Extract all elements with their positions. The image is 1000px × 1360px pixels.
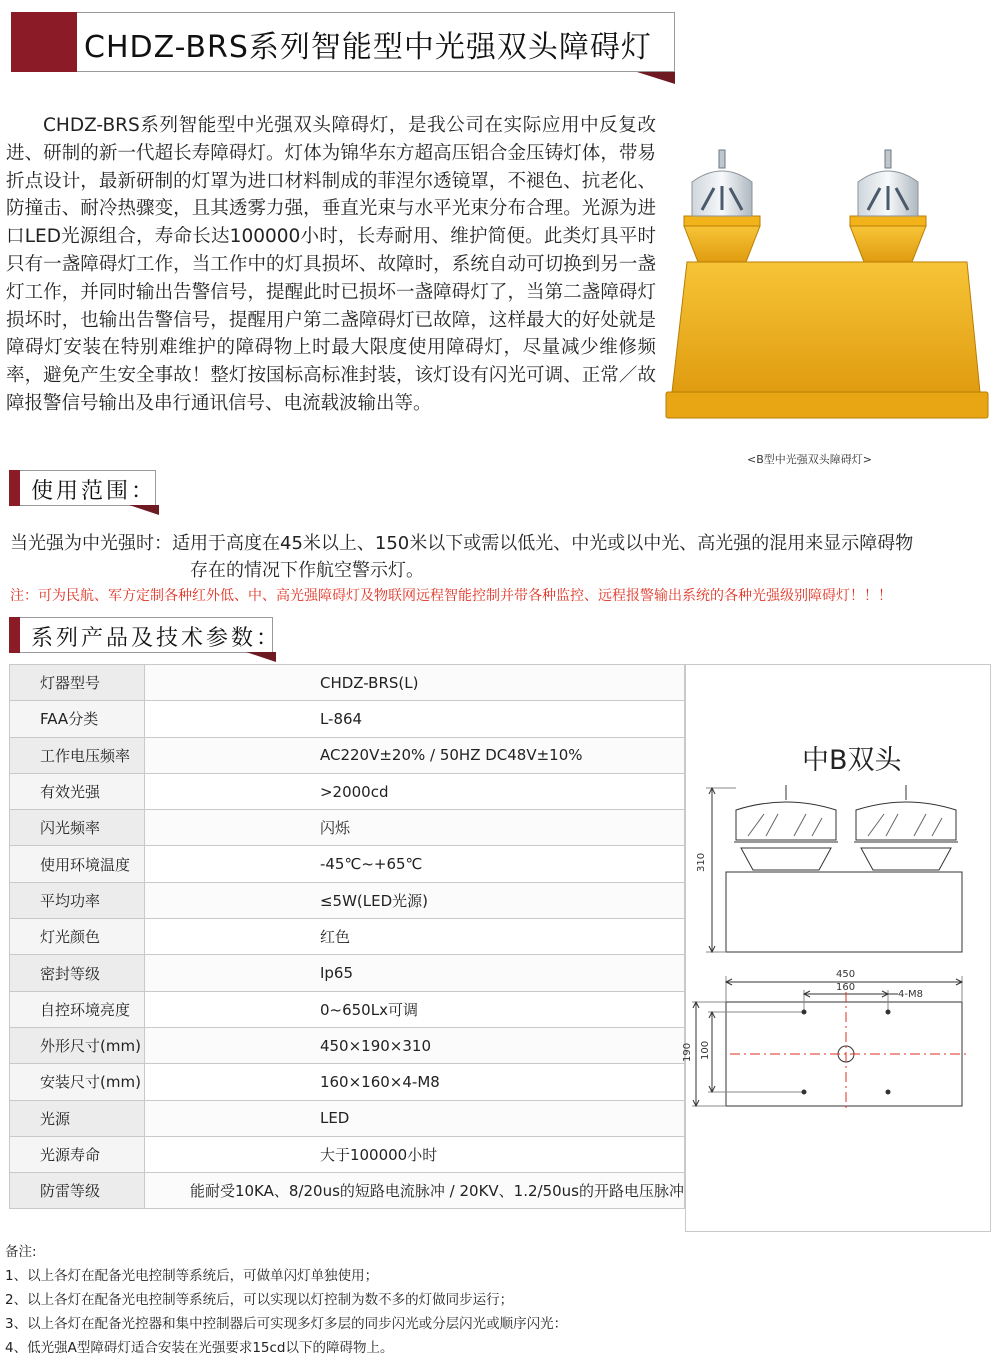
- spec-value: Ip65: [144, 955, 684, 991]
- spec-table: [9, 664, 685, 1209]
- dim-hole-depth-label: 100: [700, 1040, 711, 1060]
- diagram-title: 中B双头: [802, 745, 902, 776]
- spec-value: 大于100000小时: [144, 1136, 684, 1172]
- spec-value: 能耐受10KA、8/20us的短路电流脉冲 / 20KV、1.2/50us的开路电压脉冲: [144, 1173, 684, 1209]
- custom-note: 注：可为民航、军方定制各种红外低、中、高光强障碍灯及物联网远程智能控制并带各种监控、远程报警输出系统的各种光强级别障碍灯！！！: [10, 588, 892, 604]
- spec-value: 红色: [144, 919, 684, 955]
- usage-heading: 使用范围：: [31, 479, 157, 504]
- spec-row: [10, 737, 685, 773]
- spec-key: 有效光强: [10, 773, 145, 809]
- spec-row: [10, 701, 685, 737]
- spec-row: [10, 665, 685, 701]
- remarks: [5, 1240, 567, 1360]
- spec-row: [10, 846, 685, 882]
- right-lamp-dome: [856, 802, 956, 840]
- section-accent-stripe: [9, 470, 20, 506]
- spec-key: 灯光颜色: [10, 919, 145, 955]
- spec-key: 外形尺寸(mm): [10, 1027, 145, 1063]
- photo-caption: <B型中光强双头障碍灯>: [747, 453, 872, 466]
- spec-key: 平均功率: [10, 882, 145, 918]
- spec-key: 工作电压频率: [10, 737, 145, 773]
- spec-row: [10, 882, 685, 918]
- remarks-item-3: 3、以上各灯在配备光控器和集中控制器后可实现多灯多层的同步闪光或分层闪光或顺序闪光：: [5, 1316, 568, 1332]
- spec-row: [10, 1173, 685, 1209]
- section-accent-stripe: [9, 617, 20, 653]
- spec-row: [10, 810, 685, 846]
- dim-holes-label: 4-M8: [898, 989, 923, 1000]
- spec-row: [10, 1136, 685, 1172]
- spec-row: [10, 1027, 685, 1063]
- dimension-drawing: [682, 780, 990, 1110]
- spec-value: 0~650Lx可调: [144, 991, 684, 1027]
- specs-heading: 系列产品及技术参数：: [31, 626, 282, 651]
- dim-height-label: 310: [696, 852, 707, 872]
- spec-row: [10, 919, 685, 955]
- spec-row: [10, 1064, 685, 1100]
- spec-row: [10, 773, 685, 809]
- spec-row: [10, 955, 685, 991]
- usage-line-2: 存在的情况下作航空警示灯。: [190, 560, 424, 581]
- dim-hole-spacing-label: 160: [836, 982, 856, 993]
- left-lamp-base: [741, 848, 831, 870]
- spec-value: ≤5W(LED光源): [144, 882, 684, 918]
- right-lamp-base: [861, 848, 951, 870]
- spec-value: 闪烁: [144, 810, 684, 846]
- intro-paragraph: CHDZ-BRS系列智能型中光强双头障碍灯，是我公司在实际应用中反复改进、研制的新一代超长寿障碍灯。灯体为锦华东方超高压铝合金压铸灯体，带易折点设计，最新研制的灯罩为进口材料制成的菲涅尔透镜罩，不褪色、抗老化、防撞击、耐冷热骤变，且其透雾力强，垂直光束与水平光束分布合理。光源为进口LED光源组合，寿命长达100000小时，长寿耐用、维护简便。此类灯具平时只有一盏障碍灯工作，当工作中的灯具损坏、故障时，系统自动可切换到另一盏灯工作，并同时输出告警信号，提醒此时已损坏一盏障碍灯了，当第二盏障碍灯损坏时，也输出告警信号，提醒用户第二盏障碍灯已故障，这样最大的好处就是障碍灯安装在特别难维护的障碍物上时最大限度使用障碍灯，尽量减少维修频率，避免产生安全事故！整灯按国标高标准封装，该灯设有闪光可调、正常／故障报警信号输出及串行通讯信号、电流载波输出等。: [6, 115, 656, 414]
- dim-depth-label: 190: [682, 1042, 693, 1062]
- page-title: CHDZ-BRS系列智能型中光强双头障碍灯: [84, 30, 652, 65]
- spec-key: 光源: [10, 1100, 145, 1136]
- spec-key: 密封等级: [10, 955, 145, 991]
- spec-value: 160×160×4-M8: [144, 1064, 684, 1100]
- title-accent-stripe: [11, 12, 77, 72]
- spec-value: L-864: [144, 701, 684, 737]
- spec-value: >2000cd: [144, 773, 684, 809]
- usage-line-1: 当光强为中光强时：适用于高度在45米以上、150米以下或需以低光、中光或以中光、高光强的混用来显示障碍物: [10, 533, 914, 554]
- remarks-label: 备注:: [5, 1244, 37, 1260]
- spec-row: [10, 991, 685, 1027]
- spec-table-body: [10, 665, 685, 1209]
- spec-key: 灯器型号: [10, 665, 145, 701]
- left-lamp-dome: [736, 802, 836, 840]
- spec-key: 防雷等级: [10, 1173, 145, 1209]
- spec-key: FAA分类: [10, 701, 145, 737]
- remarks-item-2: 2、以上各灯在配备光电控制等系统后，可以实现以灯控制为数不多的灯做同步运行；: [5, 1292, 514, 1308]
- section-corner-decoration: [129, 505, 159, 515]
- specs-section-header: [9, 617, 282, 653]
- section-corner-decoration: [246, 652, 276, 662]
- remarks-item-4: 4、低光强A型障碍灯适合安装在光强要求15cd以下的障碍物上。: [5, 1340, 394, 1356]
- spec-key: 自控环境亮度: [10, 991, 145, 1027]
- spec-value: LED: [144, 1100, 684, 1136]
- dim-width-label: 450: [836, 969, 856, 980]
- spec-key: 闪光频率: [10, 810, 145, 846]
- spec-key: 安装尺寸(mm): [10, 1064, 145, 1100]
- spec-row: [10, 1100, 685, 1136]
- spec-value: -45℃~+65℃: [144, 846, 684, 882]
- usage-section-header: [9, 470, 159, 506]
- spec-value: AC220V±20% / 50HZ DC48V±10%: [144, 737, 684, 773]
- product-photo: [662, 130, 992, 420]
- spec-key: 使用环境温度: [10, 846, 145, 882]
- spec-value: 450×190×310: [144, 1027, 684, 1063]
- spec-value: CHDZ-BRS(L): [144, 665, 684, 701]
- front-view-body: [726, 872, 962, 952]
- title-corner-decoration: [637, 72, 675, 84]
- spec-key: 光源寿命: [10, 1136, 145, 1172]
- remarks-item-1: 1、以上各灯在配备光电控制等系统后，可做单闪灯单独使用；: [5, 1268, 379, 1284]
